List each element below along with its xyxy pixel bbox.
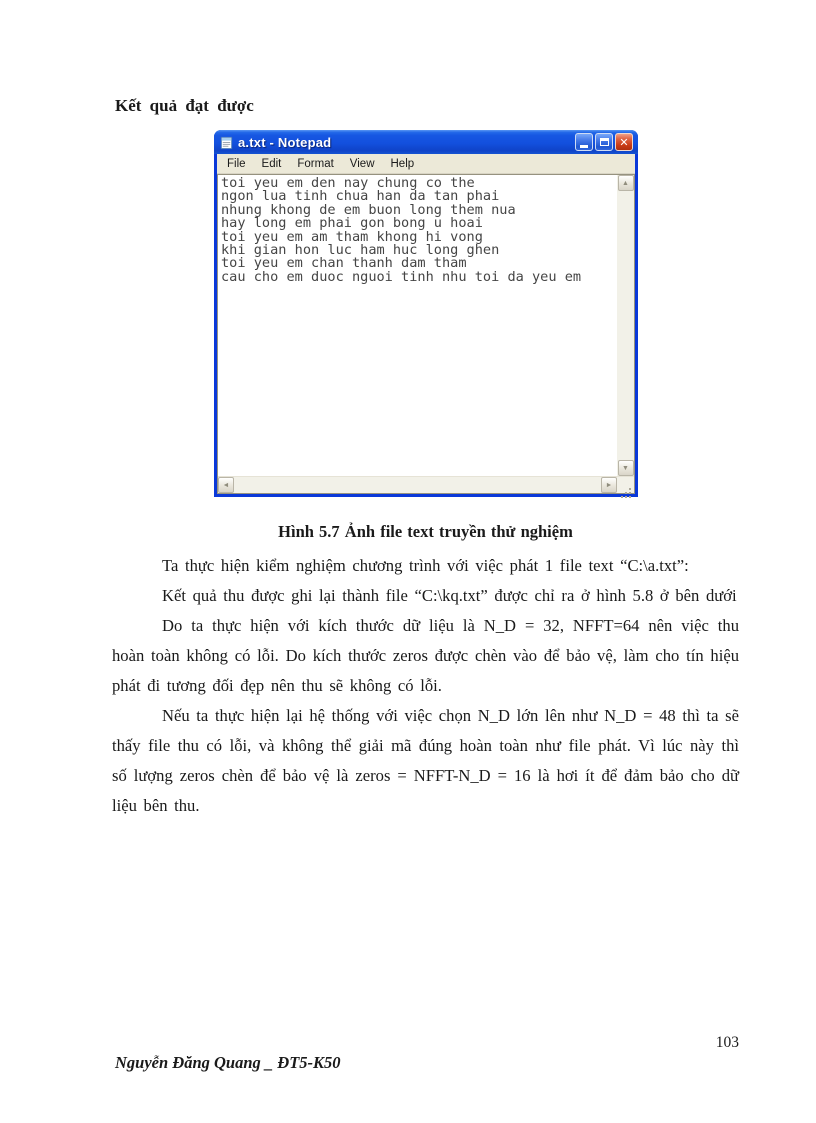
close-button[interactable]: [615, 133, 633, 151]
menu-file[interactable]: File: [227, 157, 246, 170]
scroll-right-icon[interactable]: ►: [601, 477, 617, 493]
section-heading: Kết quả đạt được: [115, 96, 254, 115]
notepad-titlebar[interactable]: [214, 130, 638, 154]
paragraph: Ta thực hiện kiểm nghiệm chương trình với việc phát 1 file text “C:\a.txt”:: [162, 556, 689, 575]
minimize-button[interactable]: [575, 133, 593, 151]
text-line: hay long em phai gon bong u hoai: [221, 215, 483, 232]
text-line: toi yeu em am tham khong hi vong: [221, 228, 483, 245]
notepad-text-area[interactable]: [218, 175, 617, 476]
paragraph: Nếu ta thực hiện lại hệ thống với việc chọn N_D lớn lên như N_D = 48 thì ta sẽ thấy file thu có lỗi, và không thể giải mã đúng hoàn toàn như file phát. Vì lúc này thì số lượng zeros chèn để bảo vệ là zeros = NFFT-N_D = 16 là hơi ít để đảm bảo cho dữ liệu bên thu.: [112, 706, 739, 815]
menu-edit[interactable]: Edit: [261, 157, 282, 170]
notepad-window: [214, 130, 638, 497]
page-number: 103: [715, 1034, 739, 1051]
resize-grip[interactable]: [617, 477, 634, 493]
scroll-down-icon[interactable]: ▼: [618, 460, 634, 476]
scroll-up-icon[interactable]: ▲: [618, 175, 634, 191]
maximize-icon: [600, 138, 609, 146]
body-text: [112, 551, 739, 821]
text-line: nhung khong de em buon long them nua: [221, 201, 516, 218]
maximize-button[interactable]: [595, 133, 613, 151]
text-line: toi yeu em chan thanh dam tham: [221, 255, 467, 272]
notepad-menubar: [217, 154, 635, 174]
scroll-left-icon[interactable]: ◄: [218, 477, 234, 493]
vertical-scrollbar[interactable]: [617, 175, 634, 476]
menu-view[interactable]: View: [349, 157, 375, 170]
close-icon: ✕: [619, 136, 629, 149]
menu-help[interactable]: Help: [390, 157, 415, 170]
footer-author: Nguyễn Đăng Quang _ ĐT5-K50: [115, 1053, 341, 1072]
figure-caption: Hình 5.7 Ảnh file text truyền thử nghiệm: [278, 522, 573, 541]
notepad-icon: [219, 135, 234, 150]
horizontal-scrollbar[interactable]: [218, 477, 617, 493]
text-line: ngon lua tinh chua han da tan phai: [221, 188, 500, 205]
text-line: cau cho em duoc nguoi tinh nhu toi da yeu em: [221, 268, 582, 285]
paragraph: Do ta thực hiện với kích thước dữ liệu là N_D = 32, NFFT=64 nên việc thu hoàn toàn không có lỗi. Do kích thước zeros được chèn vào để bảo vệ, làm cho tín hiệu phát đi tương đối đẹp nên thu sẽ không có lỗi.: [112, 616, 739, 695]
menu-format[interactable]: Format: [297, 157, 334, 170]
minimize-icon: [580, 145, 588, 148]
text-line: toi yeu em den nay chung co the: [221, 175, 475, 191]
text-line: khi gian hon luc ham huc long ghen: [221, 242, 500, 259]
notepad-client-area: [217, 174, 635, 494]
paragraph: Kết quả thu được ghi lại thành file “C:\kq.txt” được chỉ ra ở hình 5.8 ở bên dưới: [162, 586, 737, 605]
notepad-window-title: a.txt - Notepad: [238, 134, 332, 150]
